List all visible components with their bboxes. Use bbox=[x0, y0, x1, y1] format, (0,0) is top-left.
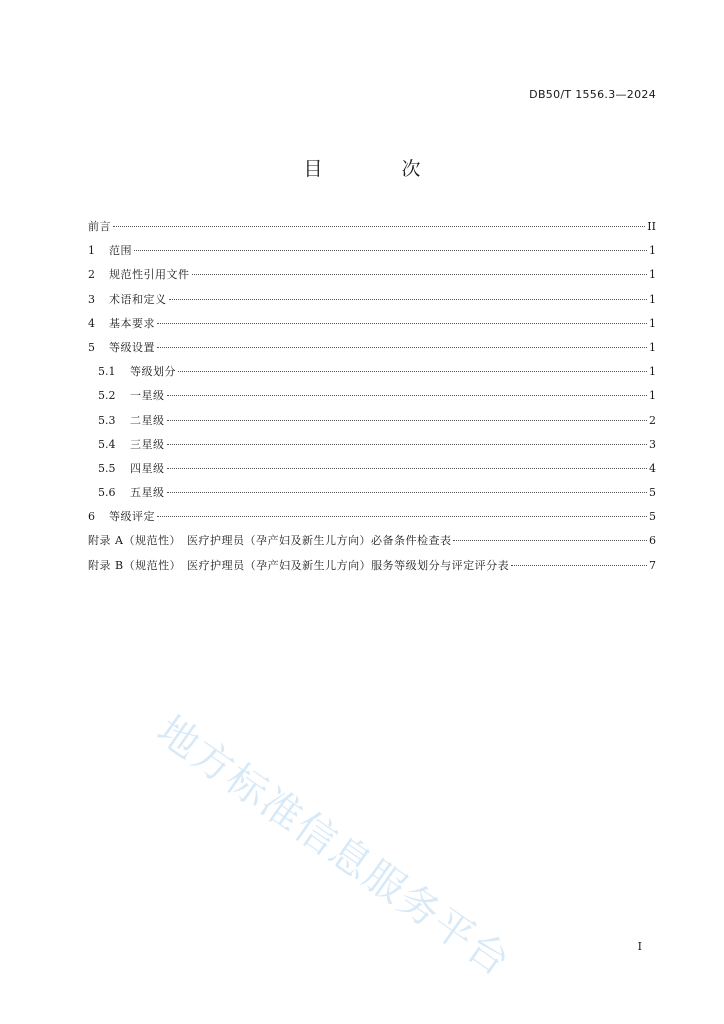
toc-entry-label: 等级评定 bbox=[109, 510, 155, 524]
toc-entry-label: 范围 bbox=[109, 244, 132, 258]
toc-entry[interactable] bbox=[88, 266, 656, 290]
toc-entry[interactable] bbox=[88, 315, 656, 339]
toc-entry-page: 7 bbox=[649, 558, 656, 572]
toc-leader-dots bbox=[157, 347, 647, 348]
watermark: 地方标准信息服务平台 bbox=[148, 707, 519, 986]
toc-leader-dots bbox=[192, 274, 648, 275]
toc-entry-label: 一星级 bbox=[130, 389, 165, 403]
toc-entry[interactable] bbox=[88, 218, 656, 242]
toc-leader-dots bbox=[167, 492, 648, 493]
toc-entry-label: 规范性引用文件 bbox=[109, 268, 190, 282]
toc-entry-label: 四星级 bbox=[130, 461, 165, 475]
toc-leader-dots bbox=[167, 395, 648, 396]
toc-entry-label: 五星级 bbox=[130, 486, 165, 500]
toc-entry-number: 5.6 bbox=[98, 486, 116, 500]
toc-leader-dots bbox=[167, 468, 648, 469]
toc-entry-number: 3 bbox=[88, 292, 95, 306]
toc-entry-label: 基本要求 bbox=[109, 316, 155, 330]
toc-leader-dots bbox=[167, 444, 648, 445]
toc-entry-number: 4 bbox=[88, 316, 95, 330]
toc-entry-number: 5.3 bbox=[98, 413, 116, 427]
toc-entry[interactable] bbox=[88, 339, 656, 363]
toc-entry-page: 4 bbox=[649, 461, 656, 475]
toc-leader-dots bbox=[157, 516, 647, 517]
toc-entry-number: 5.1 bbox=[98, 365, 116, 379]
toc-entry[interactable] bbox=[88, 484, 656, 508]
toc-entry-number: 5.2 bbox=[98, 389, 116, 403]
toc-entry[interactable] bbox=[88, 532, 656, 556]
toc-entry-page: 1 bbox=[649, 292, 656, 306]
toc-entry-page: 3 bbox=[649, 437, 656, 451]
toc-entry-number: 5.4 bbox=[98, 437, 116, 451]
toc-entry-page: 2 bbox=[649, 413, 656, 427]
toc-leader-dots bbox=[134, 250, 647, 251]
toc-entry-number: 5.5 bbox=[98, 461, 116, 475]
toc-entry-page: 1 bbox=[649, 389, 656, 403]
page-title: 目 次 bbox=[303, 158, 451, 180]
toc-entry[interactable] bbox=[88, 436, 656, 460]
toc-entry-page: II bbox=[647, 220, 656, 233]
toc-entry[interactable] bbox=[88, 557, 656, 581]
toc-entry-label: 术语和定义 bbox=[109, 292, 167, 306]
toc-entry-page: 6 bbox=[649, 534, 656, 548]
toc-entry[interactable] bbox=[88, 242, 656, 266]
page-number: I bbox=[637, 940, 642, 953]
toc-entry[interactable] bbox=[88, 460, 656, 484]
toc-entry-label: 三星级 bbox=[130, 437, 165, 451]
toc-entry[interactable] bbox=[88, 363, 656, 387]
toc-entry[interactable] bbox=[88, 387, 656, 411]
toc-entry-label: 前言 bbox=[88, 220, 111, 233]
toc-entry-page: 1 bbox=[649, 268, 656, 282]
toc-entry-label: 等级划分 bbox=[130, 365, 176, 379]
toc-leader-dots bbox=[178, 371, 647, 372]
toc-leader-dots bbox=[113, 226, 645, 227]
toc-entry-label: 二星级 bbox=[130, 413, 165, 427]
toc-entry-label: 附录 B（规范性） 医疗护理员（孕产妇及新生儿方向）服务等级划分与评定评分表 bbox=[88, 558, 510, 572]
toc-entry-number: 5 bbox=[88, 340, 95, 354]
toc-entry-page: 1 bbox=[649, 244, 656, 258]
toc-entry-page: 5 bbox=[649, 510, 656, 524]
toc-leader-dots bbox=[169, 299, 648, 300]
toc-entry-label: 附录 A（规范性） 医疗护理员（孕产妇及新生儿方向）必备条件检查表 bbox=[88, 534, 452, 548]
toc-entry-number: 6 bbox=[88, 510, 95, 524]
document-code: DB50/T 1556.3—2024 bbox=[529, 88, 656, 101]
toc-entry-page: 1 bbox=[649, 316, 656, 330]
toc-entry[interactable] bbox=[88, 508, 656, 532]
toc-entry[interactable] bbox=[88, 291, 656, 315]
toc-entry-page: 5 bbox=[649, 486, 656, 500]
toc-entry[interactable] bbox=[88, 412, 656, 436]
toc-list bbox=[88, 218, 656, 581]
toc-leader-dots bbox=[511, 565, 647, 566]
toc-leader-dots bbox=[453, 540, 647, 541]
toc-entry-page: 1 bbox=[649, 340, 656, 354]
toc-leader-dots bbox=[167, 420, 648, 421]
toc-entry-page: 1 bbox=[649, 365, 656, 379]
toc-entry-number: 2 bbox=[88, 268, 95, 282]
toc-leader-dots bbox=[157, 323, 647, 324]
toc-entry-label: 等级设置 bbox=[109, 340, 155, 354]
toc-entry-number: 1 bbox=[88, 244, 95, 258]
